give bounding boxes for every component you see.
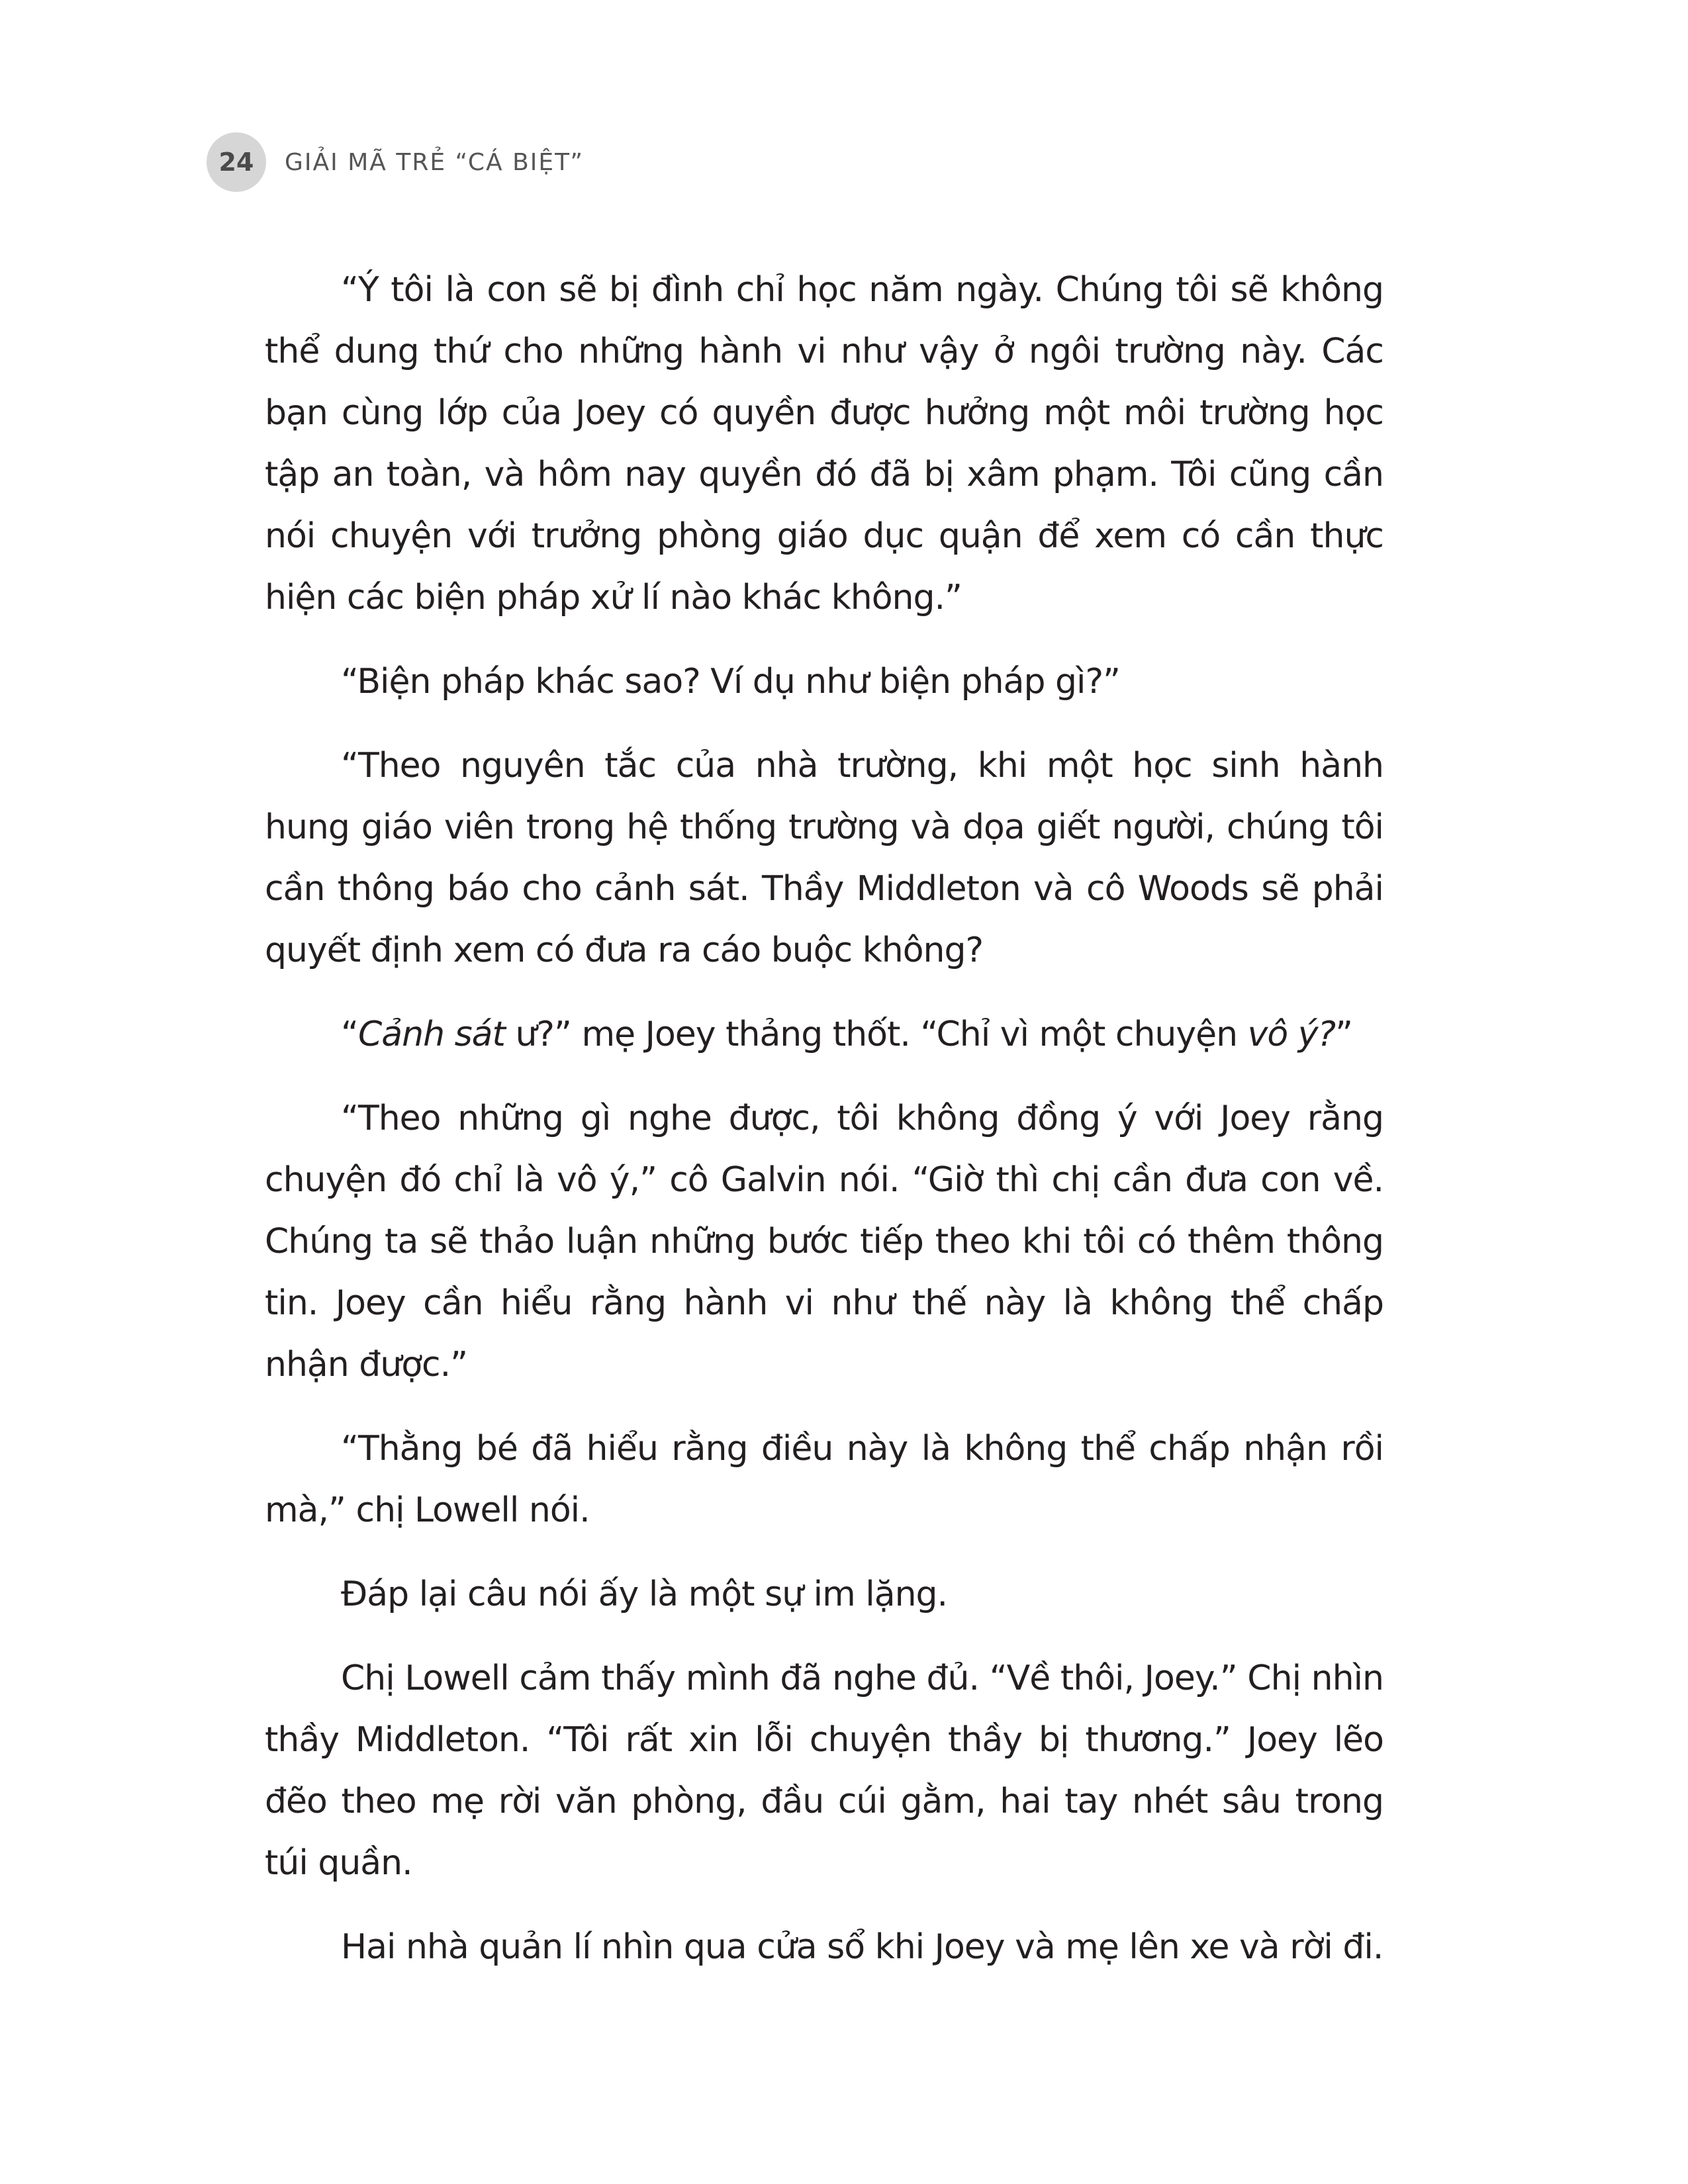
paragraph: Hai nhà quản lí nhìn qua cửa sổ khi Joey và mẹ lên xe và rời đi. [341,1927,1383,1967]
text-run: ư?” mẹ Joey thảng thốt. “Chỉ vì một chuyện [504,1015,1248,1054]
italic-text: Cảnh sát [357,1015,505,1054]
paragraph: Chị Lowell cảm thấy mình đã nghe đủ. “Về thôi, Joey.” Chị nhìn thầy Middleton. “Tôi rất xin lỗi chuyện thầy bị thương.” Joey lẽo đẽo theo mẹ rời văn phòng, đầu cúi gằm, hai tay nhét sâu trong túi quần. [265,1659,1383,1883]
text-run: ” [1335,1015,1353,1054]
italic-text: vô ý? [1247,1015,1336,1054]
running-title: GIẢI MÃ TRẺ “CÁ BIỆT” [285,148,585,176]
paragraph: “Theo nguyên tắc của nhà trường, khi một học sinh hành hung giáo viên trong hệ thống trường và dọa giết người, chúng tôi cần thông báo cho cảnh sát. Thầy Middleton và cô Woods sẽ phải quyết định xem có đưa ra cáo buộc không? [265,746,1383,970]
body-text [265,259,1383,1978]
paragraph: “Biện pháp khác sao? Ví dụ như biện pháp gì?” [341,662,1120,702]
paragraph: Đáp lại câu nói ấy là một sự im lặng. [341,1574,948,1614]
paragraph: “Ý tôi là con sẽ bị đình chỉ học năm ngày. Chúng tôi sẽ không thể dung thứ cho những hành vi như vậy ở ngôi trường này. Các bạn cùng lớp của Joey có quyền được hưởng một môi trường học tập an toàn, và hôm nay quyền đó đã bị xâm phạm. Tôi cũng cần nói chuyện với trưởng phòng giáo dục quận để xem có cần thực hiện các biện pháp xử lí nào khác không.” [265,270,1383,617]
page-header [207,132,584,192]
page-number-badge: 24 [207,132,266,192]
text-run: “ [341,1015,358,1054]
paragraph [265,1004,1383,1066]
paragraph: “Theo những gì nghe được, tôi không đồng ý với Joey rằng chuyện đó chỉ là vô ý,” cô Galvin nói. “Giờ thì chị cần đưa con về. Chúng ta sẽ thảo luận những bước tiếp theo khi tôi có thêm thông tin. Joey cần hiểu rằng hành vi như thế này là không thể chấp nhận được.” [265,1099,1383,1385]
paragraph: “Thằng bé đã hiểu rằng điều này là không thể chấp nhận rồi mà,” chị Lowell nói. [265,1429,1383,1530]
